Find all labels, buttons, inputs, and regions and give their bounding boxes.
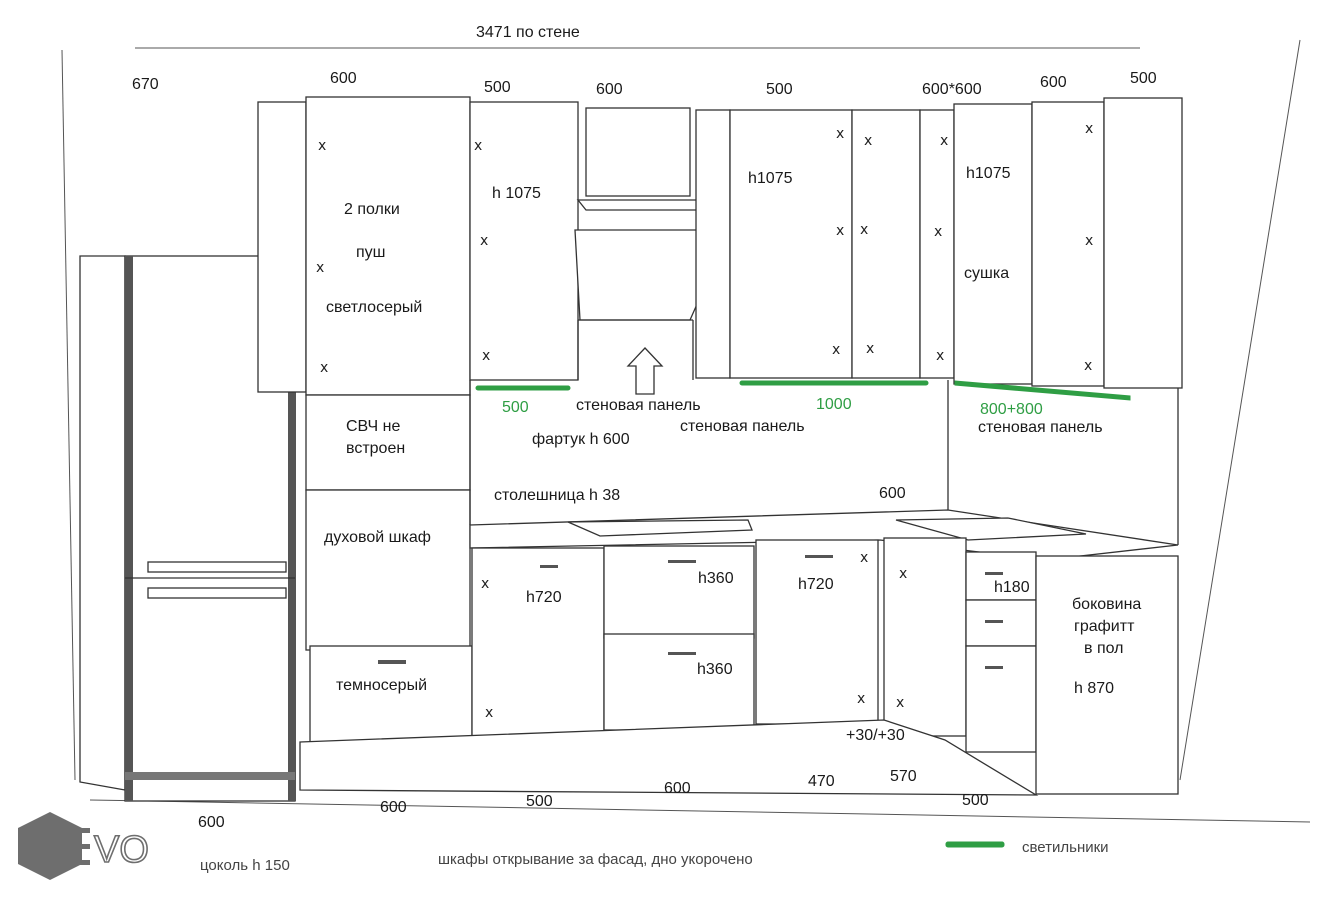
dimension-upper-500b: 500 — [766, 81, 793, 98]
hinge-marker: x — [866, 341, 875, 357]
light-strip-a — [476, 386, 570, 390]
hinge-marker: x — [482, 348, 491, 364]
dimension-counter-depth: 600 — [879, 485, 906, 502]
hinge-marker: x — [480, 233, 489, 249]
label-shelves: 2 полки — [344, 201, 400, 218]
hinge-marker: x — [936, 348, 945, 364]
hinge-marker: x — [1085, 121, 1094, 137]
hinge-marker: x — [316, 260, 325, 276]
dimension-corner: 600*600 — [922, 81, 982, 98]
label-h720-b: h720 — [798, 576, 834, 593]
hinge-marker: x — [857, 691, 866, 707]
label-height-b: h1075 — [748, 170, 793, 187]
label-h870: h 870 — [1074, 680, 1115, 697]
dimension-fridge-depth: 600 — [198, 814, 225, 831]
label-h360-b: h360 — [697, 661, 733, 678]
label-wall-panel-c: стеновая панель — [978, 419, 1103, 436]
hinge-marker: x — [836, 223, 845, 239]
label-h360-a: h360 — [698, 570, 734, 587]
evo-logo — [18, 812, 149, 880]
hinge-marker: x — [860, 550, 869, 566]
label-side-2: графитт — [1074, 618, 1135, 635]
upper-cabinets — [470, 98, 1182, 388]
hinge-marker: x — [485, 705, 494, 721]
light-strip-b — [740, 381, 928, 385]
light-length-c: 800+800 — [980, 401, 1043, 418]
dimension-base-600a: 600 — [380, 799, 407, 816]
dimension-base-600b: 600 — [664, 780, 691, 797]
hinge-marker: x — [836, 126, 845, 142]
light-length-b: 1000 — [816, 396, 852, 413]
label-dark-grey: темносерый — [336, 677, 428, 694]
hinge-marker: x — [832, 342, 841, 358]
hinge-marker: x — [481, 576, 490, 592]
dimension-tall-width: 600 — [330, 70, 357, 87]
label-light-grey: светлосерый — [326, 299, 423, 316]
label-oven: духовой шкаф — [324, 529, 431, 546]
label-height-a: h 1075 — [492, 185, 541, 202]
legend-label: светильники — [1022, 839, 1109, 856]
notes — [200, 851, 753, 874]
label-side-1: боковина — [1072, 596, 1142, 613]
hood-arrow — [628, 348, 662, 394]
hinge-marker: x — [896, 695, 905, 711]
label-push: пуш — [356, 244, 386, 261]
plinth-note: цоколь h 150 — [200, 857, 290, 874]
hinge-marker: x — [934, 224, 943, 240]
dimension-base-500b: 500 — [962, 792, 989, 809]
light-length-a: 500 — [502, 399, 529, 416]
label-side-3: в пол — [1084, 640, 1124, 657]
label-wall-panel-b: стеновая панель — [680, 418, 805, 435]
hinge-marker: x — [320, 360, 329, 376]
legend-swatch — [946, 842, 1004, 847]
hinge-marker: x — [899, 566, 908, 582]
dimension-hood-600: 600 — [596, 81, 623, 98]
dimension-upper-500: 500 — [484, 79, 511, 96]
label-wall-panel-a: стеновая панель — [576, 397, 701, 414]
hinge-marker: x — [318, 138, 327, 154]
dimension-base-570: 570 — [890, 768, 917, 785]
hinge-marker: x — [1085, 233, 1094, 249]
label-dryer: сушка — [964, 265, 1010, 282]
wall-total-dimension: 3471 по стене — [476, 24, 580, 41]
hinge-marker: x — [1084, 358, 1093, 374]
label-h180: h180 — [994, 579, 1030, 596]
label-countertop: столешница h 38 — [494, 487, 621, 504]
hinge-marker: x — [864, 133, 873, 149]
dimension-upper-500c: 500 — [1130, 70, 1157, 87]
dimension-upper-600: 600 — [1040, 74, 1067, 91]
dimension-base-470: 470 — [808, 773, 835, 790]
label-microwave-1: СВЧ не — [346, 418, 401, 435]
doors-note: шкафы открывание за фасад, дно укорочено — [438, 851, 753, 868]
hinge-marker: x — [860, 222, 869, 238]
dimension-670: 670 — [132, 76, 159, 93]
hinge-marker: x — [940, 133, 949, 149]
label-h720-a: h720 — [526, 589, 562, 606]
dimension-base-500: 500 — [526, 793, 553, 810]
label-microwave-2: встроен — [346, 440, 406, 457]
label-apron: фартук h 600 — [532, 431, 630, 448]
dimension-gap: +30/+30 — [846, 727, 905, 744]
hinge-marker: x — [474, 138, 483, 154]
logo-text: VO — [94, 829, 149, 871]
label-height-c: h1075 — [966, 165, 1011, 182]
